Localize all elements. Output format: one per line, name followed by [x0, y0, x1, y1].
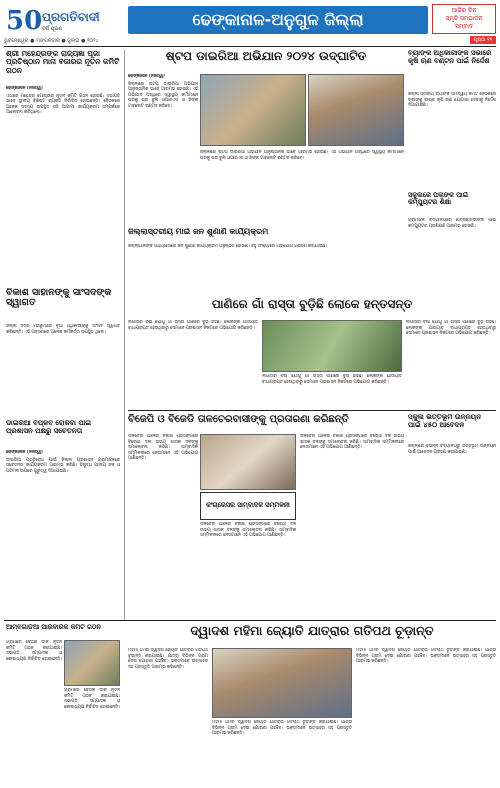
right-top-body: ଜିଲ୍ଲା ସ୍ତରୀୟ ବ୍ୟାଙ୍କ ସମନ୍ୱୟ କମିଟି ବୈଠକରେ ଚାଷୀଙ୍କୁ ଶୀଘ୍ର କୃଷି ଋଣ ଯୋଗାଇ ଦେବାକୁ ନିର୍ଦ୍ଦେଶ ଦିଆଯାଇଛି। — [408, 92, 496, 109]
bottom-banner-body: ମହିମା ଧର୍ମର ଦ୍ୱାଦଶ ଜ୍ୟୋତି ଯାତ୍ରାର ଗତିପଥ ଚୂଡ଼ାନ୍ତ କରାଯାଇଛି। ଯାତ୍ରା ବିଭିନ୍ନ ଗ୍ରାମ ଦେଇ ଯୋରନ୍ଦା ପହଞ୍ଚିବ। ଭକ୍ତମାନେ ଉତ୍ସାହର ସହ ପ୍ରସ୍ତୁତି ଆରମ୍ଭ କରିଛନ୍ତି। — [128, 648, 208, 670]
top-right-line: ସ୍ମୃତି ସମ୍ପାଦନ — [445, 15, 483, 22]
right-mid-body: ଜିଲ୍ଲାରେ ବିଭିନ୍ନ ବିଦ୍ୟାଳୟରୁ ଭିତ୍ତିଭୂମି ଉନ୍ନୟନ ପାଇଁ ଆବେଦନ ଗ୍ରହଣ କରାଯାଇଛି। — [408, 444, 496, 455]
news-photo — [200, 74, 306, 146]
bjd-body-cont: ତାଳଚେର ଅଞ୍ଚଳର ବିକାଶ ପ୍ରସଙ୍ଗରେ ବିରୋଧୀ ଦଳ ଉଭୟ ଶାସକ ଦଳଙ୍କୁ ସମାଲୋଚନା କରିଛି। ସାମ୍ବାଦିକ ସମ୍ମିଳନୀରେ ନେତାମାନେ ଏହି ଅଭିଯୋଗ ଆଣିଛନ୍ତି। — [200, 522, 296, 539]
yatra-photo — [212, 648, 352, 718]
left1-headline: ଶ୍ରୀ ମହେନ୍ଦ୍ରଙ୍କ ରାଜ୍ୟଜ୍ଞା ପୂଜା ପ୍ରତିଷ୍ଠାନ ମାନା ବଜାରର ନୂତନ କମିଟି ଗଠନ — [6, 50, 120, 75]
center-top-body-cont: ଜିଲ୍ଲାରେ ଷ୍ଟପ ଡାଇରିଆ ଅଭିଯାନ ଆନୁଷ୍ଠାନିକ ଭାବେ ଆରମ୍ଭ ହୋଇଛି। ଏହି ଅଭିଯାନ ଅବଧିରେ ସ୍ୱାସ୍ଥ୍ୟ କର୍ମୀମାନେ ଘରକୁ ଘର ବୁଲି ଓଆରଏସ ଓ ଜିଙ୍କ ଟାବଲେଟ ବଣ୍ଟନ କରିବେ। — [200, 150, 404, 161]
center-top-headline: ଷ୍ଟପ ଡାଇରିଆ ଅଭିଯାନ ୨୦୨୪ ଉଦ୍‌ଘାଟିତ — [165, 50, 367, 63]
center-top-dateline: ଢେଙ୍କାନାଳ (ନିଜସ୍ୱ) — [128, 74, 165, 79]
logo-number: 50 — [6, 6, 43, 36]
left3-headline: ଡାଇରିଆ ବିପ୍ଳବ ରୋକିବା ପାଇଁ ପ୍ରଶାସନ ପକ୍ଷରୁ ସଚେତନତା — [6, 420, 92, 435]
logo-tagline: ବର୍ଷ ପୂରଣ — [42, 26, 62, 32]
right-col-body: ଗ୍ରାମାଞ୍ଚଳ ବିଦ୍ୟାଳୟରେ ଛାତ୍ରଛାତ୍ରୀଙ୍କ ପାଇଁ କମ୍ପ୍ୟୁଟର ପ୍ରଶିକ୍ଷଣ ଆରମ୍ଭ ହୋଇଛି। — [408, 218, 496, 229]
left2-body: ଜିଲ୍ଲା ସଦର ମହକୁମାରେ ନୂଆ ଅଧିକାରୀଙ୍କୁ ସାଂସଦ ସ୍ୱାଗତ କରିଛନ୍ତି। ଏହି ଅବସରରେ ଅନେକ କର୍ମକର୍ତ୍ତା ଉପସ୍ଥିତ ଥିଲେ। — [6, 324, 120, 335]
mid-banner-headline: ପାଣିରେ ଗାଁ ରାସ୍ତା ବୁଡ଼ିଛି ଲୋକେ ହନ୍ତସନ୍ତ — [211, 298, 413, 311]
masthead-logo — [4, 4, 122, 42]
bjd-body: ତାଳଚେର ଅଞ୍ଚଳର ବିକାଶ ପ୍ରସଙ୍ଗରେ ବିରୋଧୀ ଦଳ ଉଭୟ ଶାସକ ଦଳଙ୍କୁ ସମାଲୋଚନା କରିଛି। ସାମ୍ବାଦିକ ସମ୍ମିଳନୀରେ ନେତାମାନେ ଏହି ଅଭିଯୋଗ ଆଣିଛନ୍ତି। — [128, 434, 198, 462]
mid-banner-side: ଲଗାତାର ବର୍ଷା ଯୋଗୁଁ ଗାଁ ରାସ୍ତା ପାଣିରେ ବୁଡ଼ି ରହିଛି। ଲୋକଙ୍କ ଯାତାୟାତ ବାଧାପ୍ରାପ୍ତ ହେଉଥିବାରୁ ସେମାନେ ପ୍ରଶାସନ ନିକଟରେ ଅଭିଯୋଗ କରିଛନ୍ତି। — [406, 320, 496, 337]
flood-photo — [262, 320, 402, 372]
news-photo — [308, 74, 404, 146]
center-top-text: ଜିଲ୍ଲାରେ ଷ୍ଟପ ଡାଇରିଆ ଅଭିଯାନ ଆନୁଷ୍ଠାନିକ ଭାବେ ଆରମ୍ଭ ହୋଇଛି। ଏହି ଅଭିଯାନ ଅବଧିରେ ସ୍ୱାସ୍ଥ୍ୟ କର୍ମୀମାନେ ଘରକୁ ଘର ବୁଲି ଓଆରଏସ ଓ ଜିଙ୍କ ଟାବଲେଟ ବଣ୍ଟନ କରିବେ। — [128, 81, 198, 109]
left1-text: ଏଠାରେ ମହେନ୍ଦ୍ର ଗୋଷ୍ଠୀର ନୂତନ କମିଟି ଗଠନ ହୋଇଛି। ସଭାପତି ଭାବେ ସ୍ଥାନୀୟ ବିଶିଷ୍ଟ ବ୍ୟକ୍ତି ନିର୍ବାଚିତ ହୋଇଛନ୍ତି। ବୈଠକରେ ଅନେକ ସଦସ୍ୟ ଉପସ୍ଥିତ ରହି ଆଗାମୀ କାର୍ଯ୍ୟକ୍ରମ ସମ୍ପର୍କରେ ଆଲୋଚନା କରିଥିଲେ। — [6, 93, 120, 116]
bottom-rule — [4, 620, 496, 621]
bottom-left-body-cont: ଗ୍ରାମରେ ବୈଠକ ଡାକି ନୂତନ କମିଟି ଗଠନ କରାଯାଇଛି। ସଭାପତି, ସମ୍ପାଦକ ଓ କୋଷାଧ୍ୟକ୍ଷ ନିର୍ବାଚିତ ହୋଇଛନ୍ତି। — [64, 688, 120, 710]
bottom-banner-headline: ଦ୍ୱାଦଶ ମହିମା ଜ୍ୟୋତି ଯାତ୍ରାର ଗତିପଥ ଚୂଡ଼ାନ୍ତ — [190, 624, 434, 638]
left3-dateline: ଢେଙ୍କାନାଳ (ନିଜସ୍ୱ) — [6, 450, 43, 455]
mid-banner-body: ଲଗାତାର ବର୍ଷା ଯୋଗୁଁ ଗାଁ ରାସ୍ତା ପାଣିରେ ବୁଡ଼ି ରହିଛି। ଲୋକଙ୍କ ଯାତାୟାତ ବାଧାପ୍ରାପ୍ତ ହେଉଥିବାରୁ ସେମାନେ ପ୍ରଶାସନ ନିକଟରେ ଅଭିଯୋଗ କରିଛନ୍ତି। — [128, 320, 258, 331]
bjd-headline: ବିଜେପି ଓ ବିଜେଡି ତାଳଚେରବାସୀଙ୍କୁ ପ୍ରତାରଣା କରିଛନ୍ତି — [128, 414, 349, 425]
bottom-banner-body-col3: ମହିମା ଧର୍ମର ଦ୍ୱାଦଶ ଜ୍ୟୋତି ଯାତ୍ରାର ଗତିପଥ ଚୂଡ଼ାନ୍ତ କରାଯାଇଛି। ଯାତ୍ରା ବିଭିନ୍ନ ଗ୍ରାମ ଦେଇ ଯୋରନ୍ଦା ପହଞ୍ଚିବ। ଭକ୍ତମାନେ ଉତ୍ସାହର ସହ ପ୍ରସ୍ତୁତି ଆରମ୍ଭ କରିଛନ୍ତି। — [356, 648, 496, 665]
left3-text: ଡାଇରିଆ ପ୍ରତିରୋଧ ପାଇଁ ଜିଲ୍ଲା ପ୍ରଶାସନ ଗ୍ରାମାଞ୍ଚଳରେ ସଚେତନତା କାର୍ଯ୍ୟକ୍ରମ ଆରମ୍ଭ କରିଛି। ବିଶୁଦ୍ଧ ପାନୀୟ ଜଳ ଓ ପରିମଳ ଉପରେ ଗୁରୁତ୍ୱ ଦିଆଯାଉଛି। — [6, 457, 120, 474]
right-mid-headline: ସ୍କୁଲ ଭିତ୍ତିଭୂମି ଉନ୍ନୟନ ପାଇଁ ୪୫୦ ଆବେଦନ — [408, 414, 482, 429]
bjd-body-col3: ତାଳଚେର ଅଞ୍ଚଳର ବିକାଶ ପ୍ରସଙ୍ଗରେ ବିରୋଧୀ ଦଳ ଉଭୟ ଶାସକ ଦଳଙ୍କୁ ସମାଲୋଚନା କରିଛି। ସାମ୍ବାଦିକ ସମ୍ମିଳନୀରେ ନେତାମାନେ ଏହି ଅଭିଯୋଗ ଆଣିଛନ୍ତି। — [300, 434, 404, 451]
logo-name: ପ୍ରଗତିବାଦୀ — [42, 10, 100, 24]
top-right-line: ସମ୍ବାଦ — [455, 23, 473, 30]
center-top-body — [128, 74, 198, 224]
press-meet-photo — [200, 434, 296, 490]
bottom-left-body: ଗ୍ରାମରେ ବୈଠକ ଡାକି ନୂତନ କମିଟି ଗଠନ କରାଯାଇଛି। ସଭାପତି, ସମ୍ପାଦକ ଓ କୋଷାଧ୍ୟକ୍ଷ ନିର୍ବାଚିତ ହୋଇଛନ୍ତି। — [6, 640, 62, 662]
left1-dateline: ଢେଙ୍କାନାଳ (ନିଜସ୍ୱ) — [6, 86, 43, 91]
masthead-rule — [4, 46, 496, 47]
left1-body — [6, 86, 120, 284]
district-banner: ଢେଙ୍କାନାଳ-ଅନୁଗୁଳ ଜିଲ୍ଲା — [128, 6, 428, 34]
left2-headline: ବିକାଶ ସାହାନଙ୍କୁ ସାଂସଦଙ୍କ ସ୍ୱାଗତ — [6, 288, 112, 309]
column-divider — [124, 50, 125, 620]
page-number: ପୃଷ୍ଠା ୧୧ — [470, 36, 496, 44]
left3-body — [6, 450, 120, 618]
top-right-box — [432, 4, 496, 34]
section-rule — [128, 410, 496, 411]
bottom-left-headline: ଆମ୍ବଗାଡ଼ିଆ ପାରିବାରିକ କମିଟି ଗଠନ — [6, 624, 101, 631]
right-col-headline: ସ୍କୁଲରେ ପିଲାଙ୍କ ପାଇଁ କମ୍ପ୍ୟୁଟର ଶିକ୍ଷା — [408, 192, 468, 207]
center-sub-headline: ଜିଲ୍ଲାସ୍ତରୀୟ ମାଇଁ ଜନ ଶୁଣାଣି କାର୍ଯ୍ୟକ୍ରମ — [128, 228, 269, 236]
right-top-headline: ବ୍ୟାଙ୍କ ଅଧିକାରୀଙ୍କ ସଭାରେ କୃଷି ଋଣ ବଣ୍ଟନ ପାଇଁ ନିର୍ଦ୍ଦେଶ — [408, 50, 492, 65]
top-right-line: ଆଜିର ଦିନ — [451, 7, 477, 14]
bottom-banner-body-cont: ମହିମା ଧର୍ମର ଦ୍ୱାଦଶ ଜ୍ୟୋତି ଯାତ୍ରାର ଗତିପଥ ଚୂଡ଼ାନ୍ତ କରାଯାଇଛି। ଯାତ୍ରା ବିଭିନ୍ନ ଗ୍ରାମ ଦେଇ ଯୋରନ୍ଦା ପହଞ୍ଚିବ। ଭକ୍ତମାନେ ଉତ୍ସାହର ସହ ପ୍ରସ୍ତୁତି ଆରମ୍ଭ କରିଛନ୍ତି। — [212, 720, 352, 737]
dateline: ଭୁବନେଶ୍ୱର ● ମଙ୍ଗଳବାର ● ଜୁଲାଇ ● ୨୦୨୪ — [4, 38, 99, 44]
mid-banner-body-cont: ଲଗାତାର ବର୍ଷା ଯୋଗୁଁ ଗାଁ ରାସ୍ତା ପାଣିରେ ବୁଡ଼ି ରହିଛି। ଲୋକଙ୍କ ଯାତାୟାତ ବାଧାପ୍ରାପ୍ତ ହେଉଥିବାରୁ ସେମାନେ ପ୍ରଶାସନ ନିକଟରେ ଅଭିଯୋଗ କରିଛନ୍ତି। — [262, 374, 402, 385]
congress-box — [200, 492, 296, 520]
center-sub-body: ଜିଲ୍ଲାପାଳଙ୍କ ଅଧ୍ୟକ୍ଷତାରେ ଜନ ଶୁଣାଣି କାର୍ଯ୍ୟକ୍ରମ ଅନୁଷ୍ଠିତ ହୋଇଛି। ବହୁ ସଂଖ୍ୟାରେ ଅଭିଯୋଗ ଗ୍ରହଣ କରାଯାଇଛି। — [128, 244, 328, 249]
bottom-left-photo — [64, 640, 120, 686]
congress-headline: କଂଗ୍ରେସର ସାମ୍ବାଦିକ ସମ୍ମିଳନୀ — [206, 502, 290, 510]
